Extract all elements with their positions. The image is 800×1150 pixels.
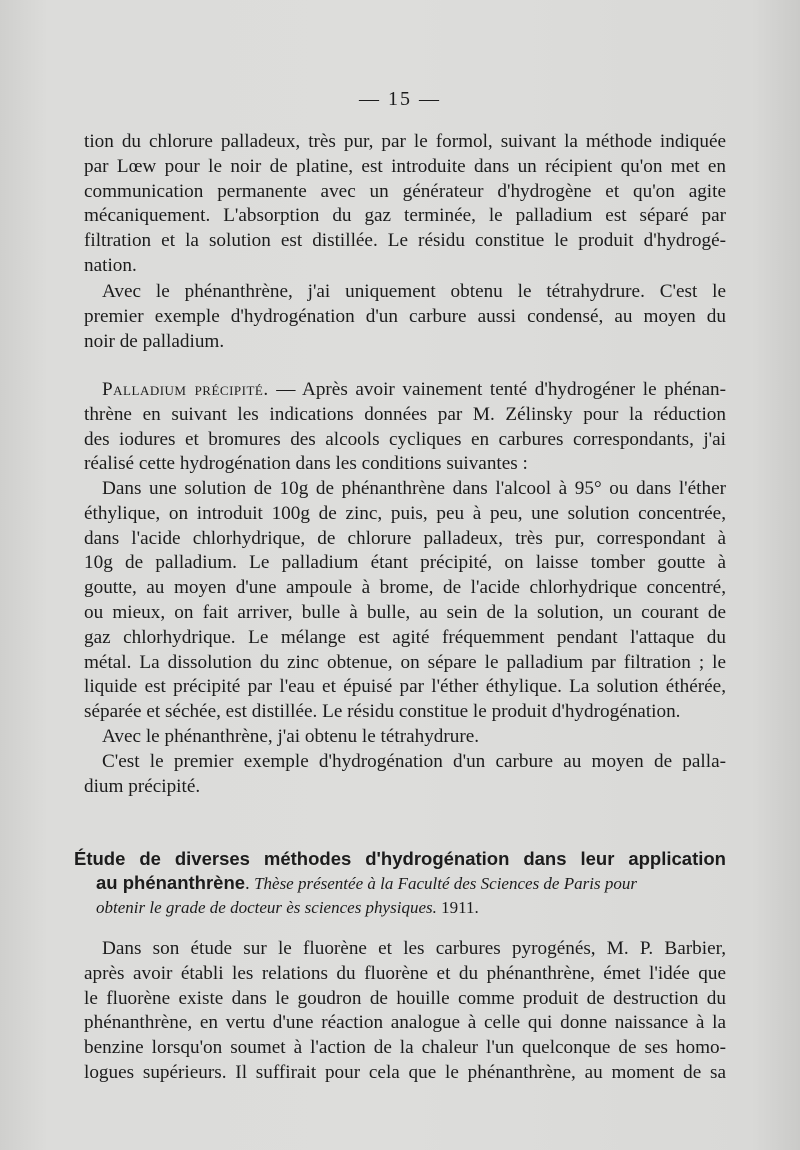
paragraph-hydrogenation-method xyxy=(84,130,726,279)
text-line: premier exemple d'hydrogénation d'un carbure aussi condensé, au moyen du xyxy=(84,305,726,327)
text-segment: — Après avoir vainement tenté d'hydrogéner le phénan- xyxy=(268,379,727,400)
text-line: éthylique, on introduit 100g de zinc, puis, peu à peu, une solution concentrée, xyxy=(84,502,726,524)
text-line: gaz chlorhydrique. Le mélange est agité fréquemment pendant l'attaque du xyxy=(84,626,726,648)
paragraph-phenanthrene-result xyxy=(84,280,726,354)
text-line: ou mieux, on fait arriver, bulle à bulle, au sein de la solution, un courant de xyxy=(84,601,726,623)
heading-title-end: au phénanthrène xyxy=(96,872,246,893)
paragraph-procedure xyxy=(84,477,726,725)
text-line: C'est le premier exemple d'hydrogénation d'un carbure au moyen de palla- xyxy=(102,751,726,772)
text-line: après avoir établi les relations du fluorène et du phénanthrène, émet l'idée que xyxy=(84,962,726,984)
section-label: Palladium précipité. xyxy=(102,379,269,400)
text-line: le fluorène existe dans le goudron de houille comme produit de destruction du xyxy=(84,987,726,1009)
paragraph-barbier-study xyxy=(84,937,726,1086)
heading-punct: . xyxy=(245,873,255,893)
text-line xyxy=(84,378,726,403)
text-line: Dans une solution de 10g de phénanthrène dans l'alcool à 95° ou dans l'éther xyxy=(102,478,726,499)
text-line: benzine lorsqu'on soumet à l'action de la chaleur l'un quelconque de ses homo- xyxy=(84,1037,726,1059)
text-line: liquide est précipité par l'eau et épuisé par l'éther éthylique. La solution éthérée, xyxy=(84,676,726,698)
paragraph-tetrahydrure xyxy=(84,725,726,750)
text-line: séparée et séchée, est distillée. Le résidu constitue le produit d'hydrogénation. xyxy=(84,701,681,723)
heading-title: Étude de diverses méthodes d'hydrogénation dans leur application xyxy=(74,848,726,869)
text-line: filtration et la solution est distillée. Le résidu constitue le produit d'hydrogé- xyxy=(84,230,726,252)
paragraph-first-example xyxy=(84,750,726,800)
text-line: communication permanente avec un générateur d'hydrogène et qu'on agite xyxy=(84,180,726,202)
text-line: noir de palladium. xyxy=(84,330,225,352)
text-line: phénanthrène, en vertu d'une réaction analogue à celle qui donne naissance à la xyxy=(84,1012,726,1034)
text-line: dans l'acide chlorhydrique, de chlorure palladeux, très pur, correspondant à xyxy=(84,527,726,549)
text-line: métal. La dissolution du zinc obtenue, on sépare le palladium par filtration ; le xyxy=(84,651,726,673)
heading-subtitle-line xyxy=(74,896,726,920)
text-line: Dans son étude sur le fluorène et les carbures pyrogénés, M. P. Barbier, xyxy=(102,938,726,959)
text-line: goutte, au moyen d'une ampoule à brome, de l'acide chlorhydrique concentré, xyxy=(84,577,726,599)
text-line: dium précipité. xyxy=(84,775,201,797)
text-line: nation. xyxy=(84,254,137,276)
page-number: — 15 — xyxy=(359,88,441,110)
text-line: thrène en suivant les indications données par M. Zélinsky pour la réduction xyxy=(84,403,726,425)
text-line: tion du chlorure palladeux, très pur, par le formol, suivant la méthode indiquée xyxy=(84,131,726,152)
heading-subtitle-a: Thèse présentée à la Faculté des Sciences de Paris pour xyxy=(254,874,637,893)
text-line: réalisé cette hydrogénation dans les conditions suivantes : xyxy=(84,453,528,475)
text-line: Avec le phénanthrène, j'ai obtenu le tétrahydrure. xyxy=(102,726,480,747)
heading-title-continuation xyxy=(74,871,726,896)
heading-subtitle-b: obtenir le grade de docteur ès sciences physiques. xyxy=(96,898,437,917)
text-line: 10g de palladium. Le palladium étant précipité, on laisse tomber goutte à xyxy=(84,552,726,574)
text-line: des iodures et bromures des alcools cycliques en carbures correspondants, j'ai xyxy=(84,428,726,450)
thesis-heading xyxy=(74,847,726,920)
text-line: mécaniquement. L'absorption du gaz terminée, le palladium est séparé par xyxy=(84,205,726,227)
section-palladium-precipite xyxy=(84,378,726,477)
text-line: Avec le phénanthrène, j'ai uniquement obtenu le tétrahydrure. C'est le xyxy=(102,281,726,302)
heading-year: 1911. xyxy=(441,898,479,917)
text-line: logues supérieurs. Il suffirait pour cela que le phénanthrène, au moment de sa xyxy=(84,1061,726,1083)
text-line: par Lœw pour le noir de platine, est introduite dans un récipient qu'on met en xyxy=(84,155,726,177)
